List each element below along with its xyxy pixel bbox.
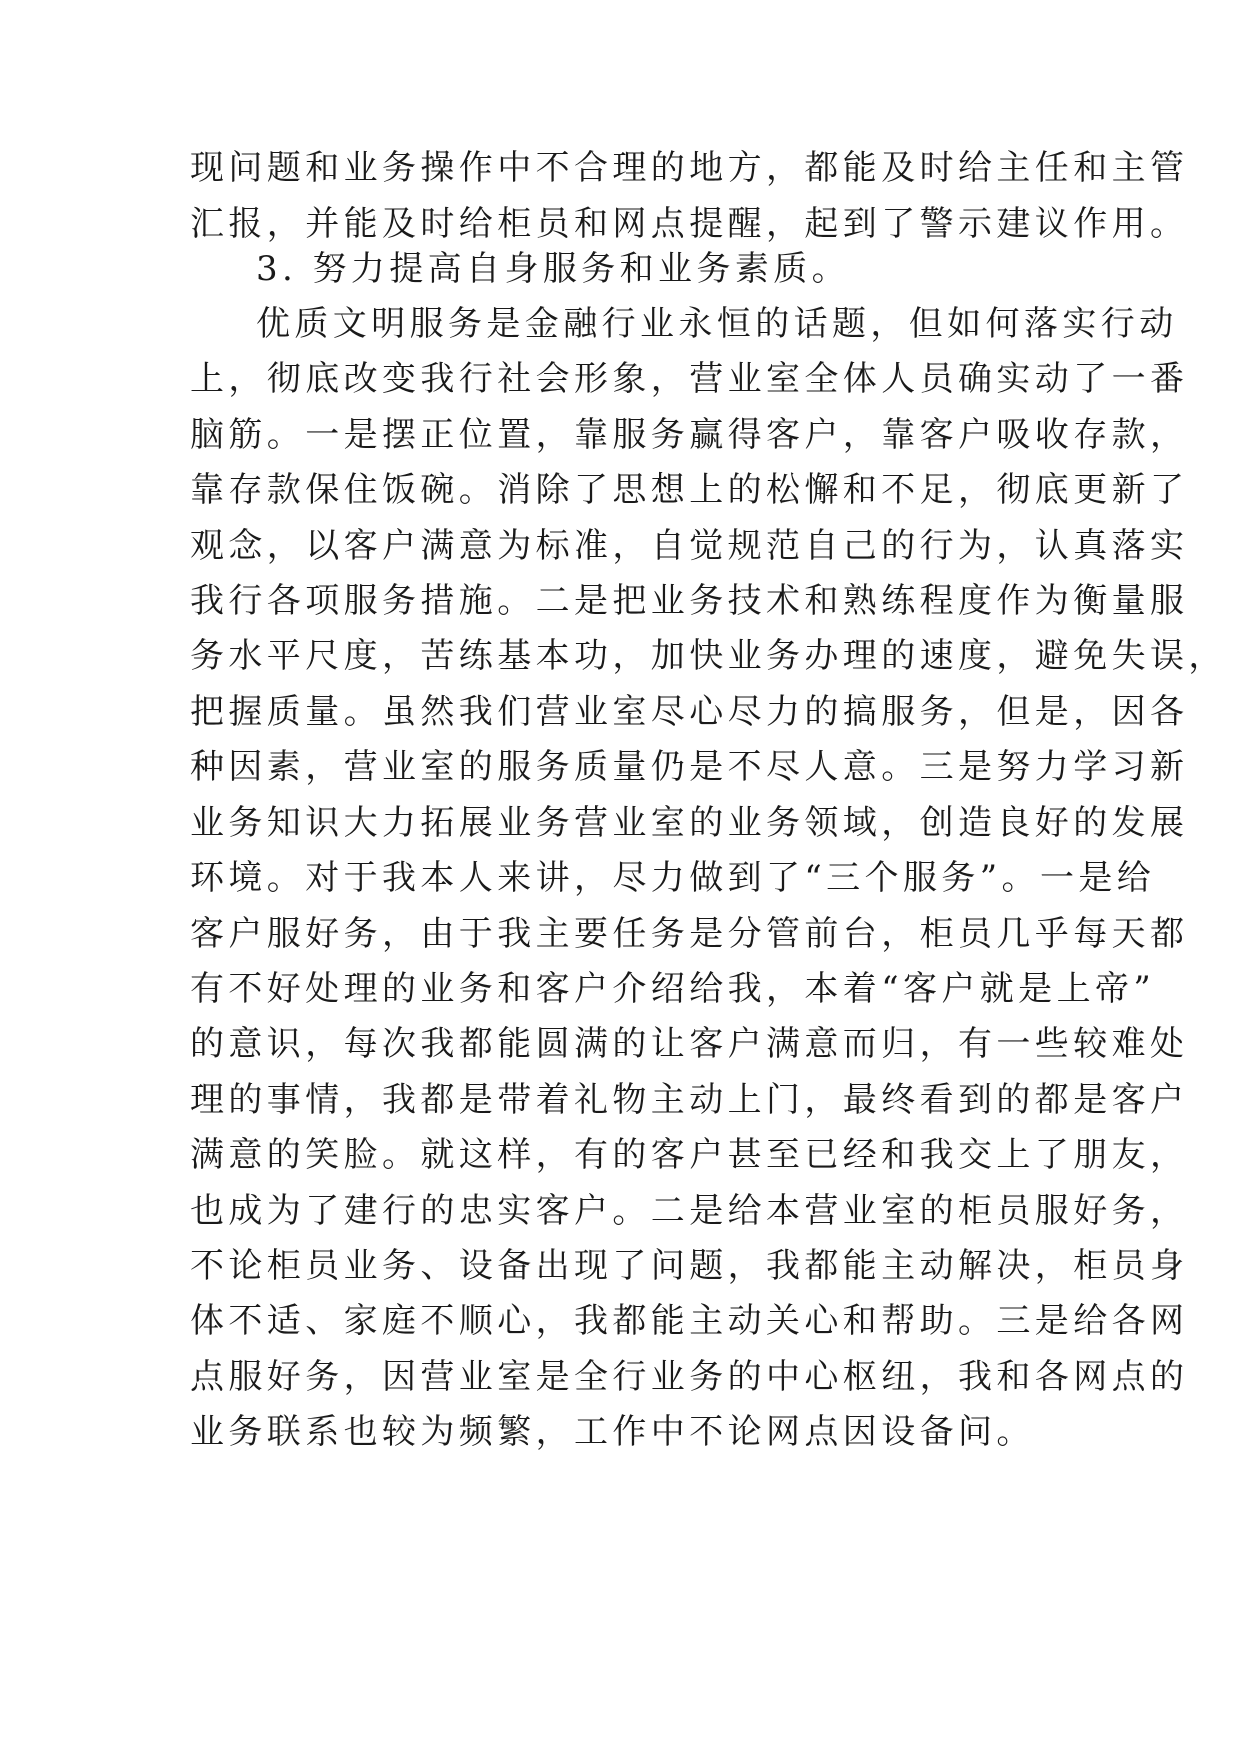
text-line: 点服好务，因营业室是全行业务的中心枢纽，我和各网点的 bbox=[190, 1357, 1189, 1397]
text-line: 的意识，每次我都能圆满的让客户满意而归，有一些较难处 bbox=[190, 1024, 1189, 1064]
text-line: 体不适、家庭不顺心，我都能主动关心和帮助。三是给各网 bbox=[190, 1301, 1189, 1341]
text-line: 把握质量。虽然我们营业室尽心尽力的搞服务，但是，因各 bbox=[190, 692, 1189, 732]
text-line: 满意的笑脸。就这样，有的客户甚至已经和我交上了朋友， bbox=[190, 1135, 1189, 1175]
text-line: 观念，以客户满意为标准，自觉规范自己的行为，认真落实 bbox=[190, 526, 1189, 566]
text-line: 客户服好务，由于我主要任务是分管前台，柜员几乎每天都 bbox=[190, 914, 1189, 954]
text-line: 理的事情，我都是带着礼物主动上门，最终看到的都是客户 bbox=[190, 1080, 1189, 1120]
text-line: 靠存款保住饭碗。消除了思想上的松懈和不足，彻底更新了 bbox=[190, 470, 1189, 510]
text-line: 业务联系也较为频繁，工作中不论网点因设备问。 bbox=[190, 1412, 1035, 1452]
text-line: 有不好处理的业务和客户介绍给我，本着“客户就是上帝” bbox=[190, 969, 1156, 1009]
text-line: 脑筋。一是摆正位置，靠服务赢得客户，靠客户吸收存款， bbox=[190, 415, 1189, 455]
text-line: 务水平尺度，苦练基本功，加快业务办理的速度，避免失误， bbox=[190, 636, 1227, 676]
text-line: 环境。对于我本人来讲，尽力做到了“三个服务”。一是给 bbox=[190, 858, 1156, 898]
text-line: 不论柜员业务、设备出现了问题，我都能主动解决，柜员身 bbox=[190, 1246, 1189, 1286]
text-line: 汇报，并能及时给柜员和网点提醒，起到了警示建议作用。 bbox=[190, 204, 1189, 244]
section-heading: 3. 努力提高自身服务和业务素质。 bbox=[256, 249, 851, 289]
text-line: 业务知识大力拓展业务营业室的业务领域，创造良好的发展 bbox=[190, 803, 1189, 843]
text-line: 也成为了建行的忠实客户。二是给本营业室的柜员服好务， bbox=[190, 1191, 1189, 1231]
text-line: 现问题和业务操作中不合理的地方，都能及时给主任和主管 bbox=[190, 148, 1189, 188]
text-line: 上，彻底改变我行社会形象，营业室全体人员确实动了一番 bbox=[190, 359, 1189, 399]
text-line: 种因素，营业室的服务质量仍是不尽人意。三是努力学习新 bbox=[190, 747, 1189, 787]
text-line: 我行各项服务措施。二是把业务技术和熟练程度作为衡量服 bbox=[190, 581, 1189, 621]
paragraph-first-line: 优质文明服务是金融行业永恒的话题，但如何落实行动 bbox=[256, 304, 1178, 344]
